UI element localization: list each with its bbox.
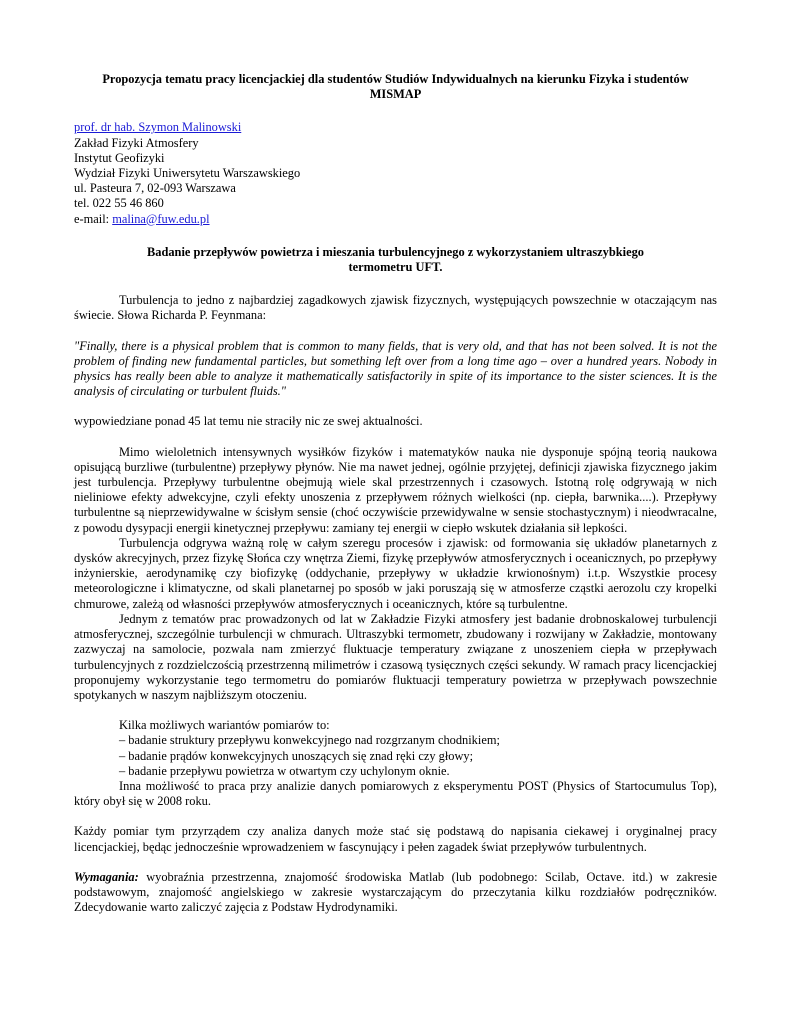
email-line (74, 212, 717, 227)
variants-intro: Kilka możliwych wariantów pomiarów to: (119, 718, 330, 733)
phone: tel. 022 55 46 860 (74, 196, 164, 211)
variants-list (74, 718, 717, 779)
department: Zakład Fizyki Atmosfery (74, 135, 199, 150)
document-title (74, 72, 717, 102)
paragraph-4: Inna możliwość to praca przy analizie danych pomiarowych z eksperymentu POST (Physics of Startocumulus Top), który obył się w 2008 roku. (74, 778, 717, 809)
address: ul. Pasteura 7, 02-093 Warszawa (74, 181, 236, 196)
author-name-link[interactable]: prof. dr hab. Szymon Malinowski (74, 120, 242, 135)
requirements-paragraph (74, 870, 717, 916)
paragraph-1: Mimo wieloletnich intensywnych wysiłków fizyków i matematyków nauka nie dysponuje spójną teorią naukowa opisującą burzliwe (turbulentne) przepływy płynów. Nie ma nawet jednej, ogólnie przyjętej, definicji zjawiska fizycznego jakim jest turbulencja. Przepływy turbulentne obejmują wiele skal przestrzennych i czasowych. Istotną rolę odgrywają w nich nieliniowe efekty adwekcyjne, czyli efekty unoszenia z przepływem różnych wielkości (np. ciepła, barwnika....). Przepływy turbulentne są nieprzewidywalne w ścisłym sensie (choć oczywiście przewidywalne w sensie stochastycznym) i nieodwracalne, z powodu dysypacji energii kinetycznej przepływu: zamiany tej energii w ciepło wskutek działania sił lepkości. (74, 444, 717, 535)
requirements-label: Wymagania: (74, 869, 139, 884)
email-label: e-mail: (74, 211, 113, 226)
contact-block (74, 120, 717, 226)
list-item: – badanie prądów konwekcyjnych unoszących się znad ręki czy głowy; (119, 748, 474, 763)
feynman-quote: "Finally, there is a physical problem that is common to many fields, that is very old, and that has not been solved. It is not the problem of finding new fundamental particles, but something left over from a long time ago – over a hundred years. Nobody in physics has really been able to analyze it mathematically satisfactorily in spite of its importance to the sister sciences. It is the analysis of circulating or turbulent fluids." (74, 338, 717, 399)
email-link[interactable]: malina@fuw.edu.pl (112, 211, 210, 226)
topic-line-2: termometru UFT. (348, 260, 443, 275)
topic-line-1: Badanie przepływów powietrza i mieszania turbulencyjnego z wykorzystaniem ultraszybkiego (147, 244, 644, 259)
title-line-2: MISMAP (369, 87, 422, 102)
list-item: – badanie przepływu powietrza w otwartym czy uchylonym oknie. (119, 763, 450, 778)
document-page (74, 72, 717, 915)
paragraph-5: Każdy pomiar tym przyrządem czy analiza danych może stać się podstawą do napisania ciekawej i oryginalnej pracy licencjackiej, będąc jednocześnie wprowadzeniem w fascynujący i pełen zagadek świat przepływów turbulentnych. (74, 824, 717, 854)
list-item: – badanie struktury przepływu konwekcyjnego nad rozgrzanym chodnikiem; (119, 733, 500, 748)
institute: Instytut Geofizyki (74, 150, 165, 165)
intro-paragraph: Turbulencja to jedno z najbardziej zagadkowych zjawisk fizycznych, występujących powszechnie w otaczającym nas świecie. Słowa Richarda P. Feynmana: (74, 293, 717, 323)
paragraph-2: Turbulencja odgrywa ważną rolę w całym szeregu procesów i zjawisk: od formowania się układów planetarnych z dysków akrecyjnych, przez fizykę Słońca czy wnętrza Ziemi, fizykę przepływów atmosferycznych i oceanicznych, po przepływy inżynierskie, aerodynamikę czy biofizykę (oddychanie, przepływy w układzie krwionośnym) i.t.p. Wszystkie procesy meteorologiczne i klimatyczne, od skali planetarnej po sposób w jaki poruszają się w atmosferze cząstki aerozolu czy kropelki chmurowe, zależą od własności przepływów atmosferycznych i oceanicznych, które są turbulentne. (74, 535, 717, 611)
after-quote-paragraph: wypowiedziane ponad 45 lat temu nie straciły nic ze swej aktualności. (74, 414, 423, 429)
paragraph-3: Jednym z tematów prac prowadzonych od lat w Zakładzie Fizyki atmosfery jest badanie drobnoskalowej turbulencji atmosferycznej, szczególnie turbulencji w chmurach. Ultraszybki termometr, zbudowany i rozwijany w Zakładzie, montowany zazwyczaj na samolocie, pozwala nam zmierzyć fluktuacje temperatury związane z unoszeniem ciepła w przepływach turbulencyjnych z rozdzielczością przestrzenną milimetrów i czasową tysięcznych części sekundy. W ramach pracy licencjackiej proponujemy wykorzystanie tego termometru do pomiarów fluktuacji temperatury powietrza w przepływach powszechnie spotykanych w naszym najbliższym otoczeniu. (74, 611, 717, 702)
requirements-text: wyobraźnia przestrzenna, znajomość środowiska Matlab (lub podobnego: Scilab, Octave. itd.) w zakresie podstawowym, znajomość angielskiego w zakresie wystarczającym do przeczytania kilku rozdziałów podręczników. Zdecydowanie warto zaliczyć zajęcia z Podstaw Hydrodynamiki. (74, 869, 717, 915)
title-line-1: Propozycja tematu pracy licencjackiej dla studentów Studiów Indywidualnych na kierunku Fizyka i studentów (102, 72, 689, 86)
faculty: Wydział Fizyki Uniwersytetu Warszawskiego (74, 166, 301, 181)
topic-title (74, 245, 717, 275)
